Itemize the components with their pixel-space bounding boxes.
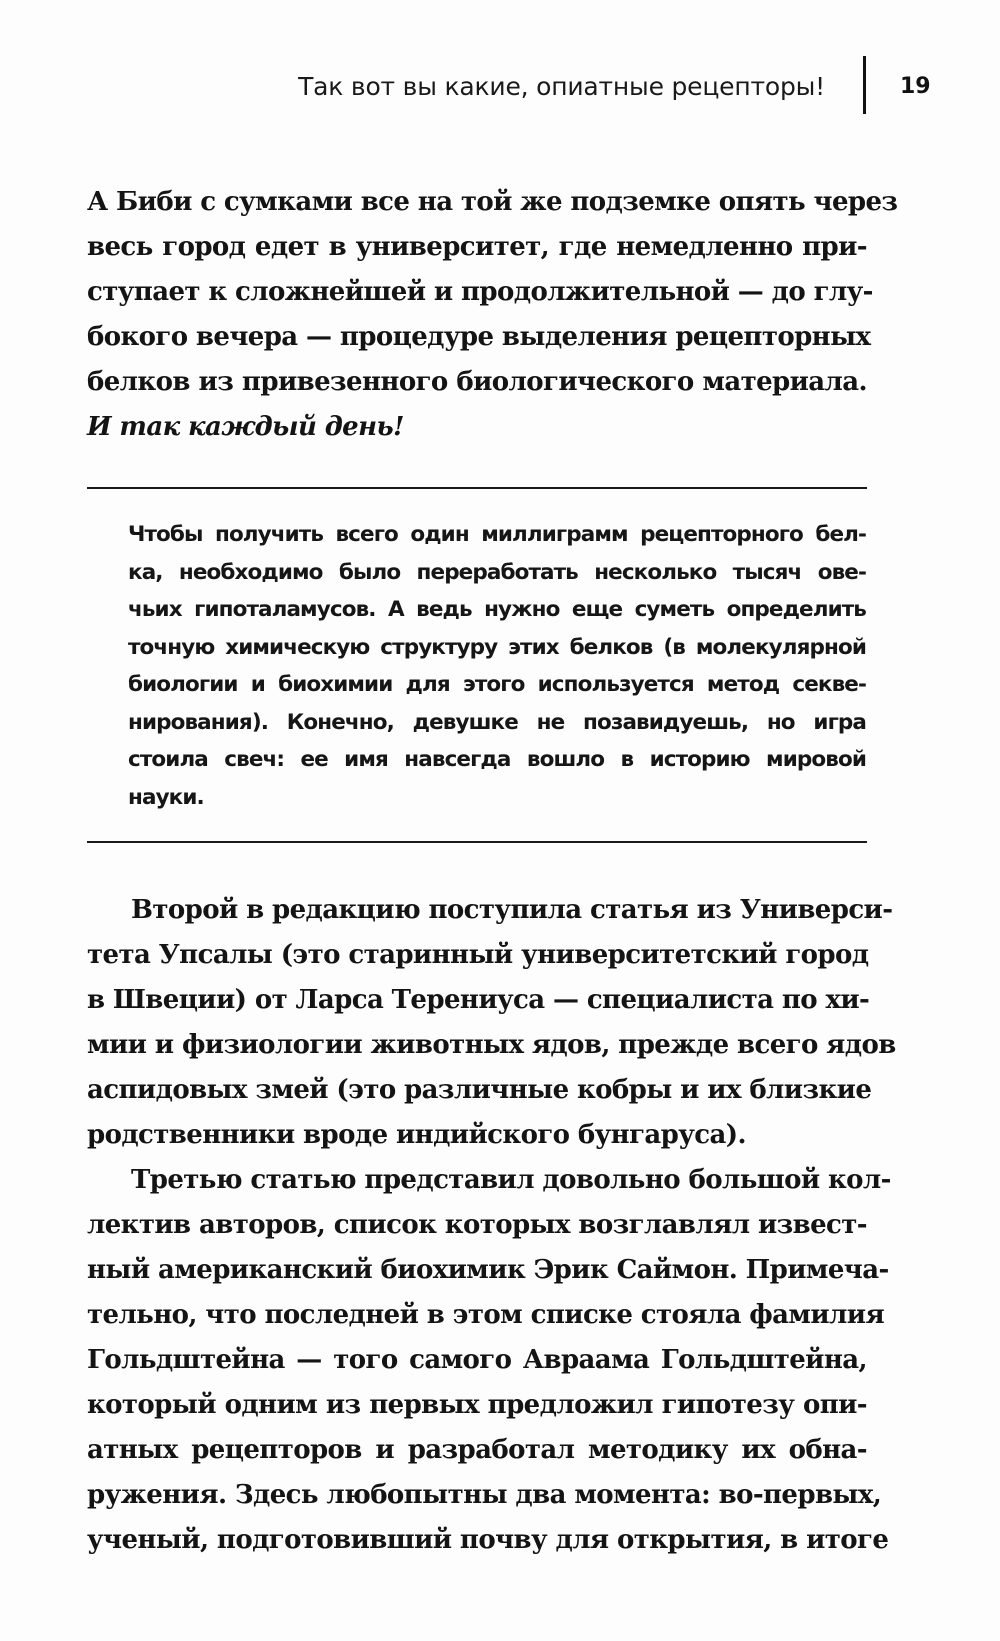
sidebar-line: стоила свеч: ее имя навсегда вошло в историю мировой (128, 747, 866, 772)
text-line: Гольдштейна — того самого Авраама Гольдштейна, (87, 1345, 867, 1375)
running-header (0, 66, 1000, 116)
text-line: ученый, подготовивший почву для открытия, в итоге (87, 1525, 889, 1555)
text-line: Второй в редакцию поступила статья из Универси- (131, 895, 893, 925)
paragraph-third (87, 1158, 891, 1563)
text-line: А Биби с сумками все на той же подземке опять через (87, 187, 898, 217)
sidebar-line: нирования). Конечно, девушке не позавидуешь, но игра (128, 709, 866, 735)
paragraph-second (87, 888, 896, 1158)
text-line: атных рецепторов и разработал методику их обна- (87, 1435, 867, 1465)
text-line: аспидовых змей (это различные кобры и их близкие (87, 1075, 872, 1105)
sidebar-top-rule (87, 487, 867, 489)
sidebar-note (128, 516, 866, 816)
sidebar-line: ка, необходимо было переработать несколько тысяч ове- (128, 559, 866, 585)
text-line: белков из привезенного биологического материала. (87, 367, 867, 397)
text-line: Третью статью представил довольно большой кол- (131, 1165, 891, 1195)
text-line: тета Упсалы (это старинный университетский город (87, 940, 869, 970)
sidebar-line: биологии и биохимии для этого используется метод секве- (128, 672, 866, 697)
text-line: бокого вечера — процедуре выделения рецепторных (87, 322, 871, 352)
header-divider (863, 56, 866, 114)
text-line: весь город едет в университет, где немедленно при- (87, 232, 867, 262)
page-number: 19 (900, 74, 931, 99)
text-line: лектив авторов, список которых возглавлял извест- (87, 1210, 867, 1240)
text-line: тельно, что последней в этом списке стояла фамилия (87, 1300, 885, 1330)
sidebar-line: науки. (128, 784, 204, 810)
text-line: ступает к сложнейшей и продолжительной — до глу- (87, 277, 873, 307)
text-line: мии и физиологии животных ядов, прежде всего ядов (87, 1030, 896, 1060)
text-line: который одним из первых предложил гипотезу опи- (87, 1390, 867, 1420)
running-title: Так вот вы какие, опиатные рецепторы! (298, 72, 825, 101)
text-line: в Швеции) от Ларса Терениуса — специалиста по хи- (87, 985, 870, 1015)
main-text (87, 888, 896, 1563)
text-line: родственники вроде индийского бунгаруса). (87, 1120, 746, 1150)
sidebar-bottom-rule (87, 841, 867, 843)
intro-paragraph (87, 180, 898, 450)
sidebar-line: чьих гипоталамусов. А ведь нужно еще суметь определить (128, 597, 866, 622)
text-line: И так каждый день! (87, 412, 404, 442)
sidebar-line: Чтобы получить всего один миллиграмм рецепторного бел- (128, 522, 866, 547)
text-line: ружения. Здесь любопытны два момента: во-первых, (87, 1480, 882, 1510)
sidebar-line: точную химическую структуру этих белков (в молекулярной (128, 634, 866, 660)
text-line: ный американский биохимик Эрик Саймон. Примеча- (87, 1255, 889, 1285)
